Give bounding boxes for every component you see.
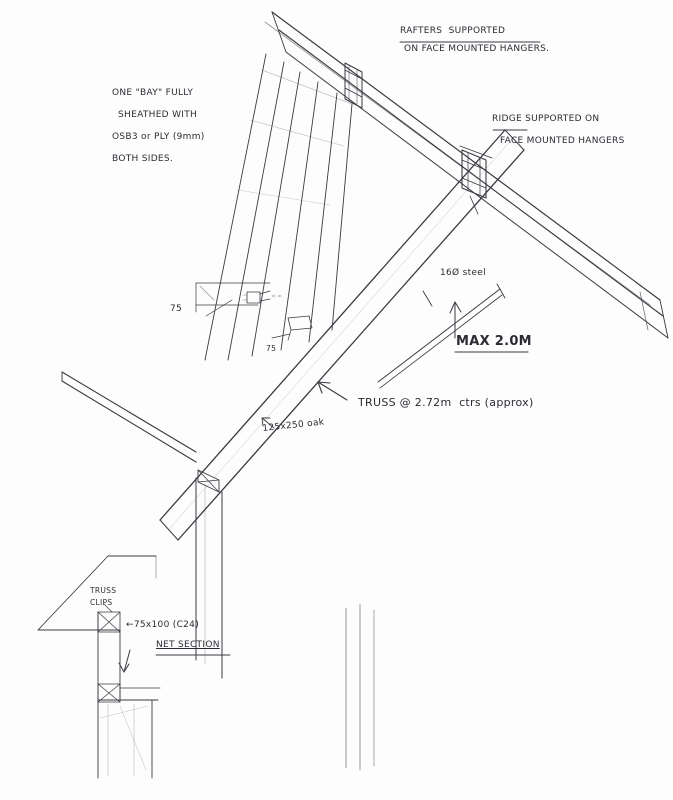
annotation-steel: 16Ø steel	[440, 268, 486, 278]
annotation-rafters-line1: RAFTERS SUPPORTED	[400, 26, 506, 36]
annotation-bay-line4: BOTH SIDES.	[112, 154, 174, 164]
annotation-net-section-size: 75x100 (C24)	[133, 620, 200, 630]
annotation-rafters-line2: ON FACE MOUNTED HANGERS.	[404, 44, 550, 54]
annotation-net-section-line2: NET SECTION	[156, 640, 220, 650]
annotation-ridge-line1: RIDGE SUPPORTED ON	[492, 114, 600, 124]
annotation-max-span: MAX 2.0M	[456, 334, 532, 349]
annotation-bay-line1: ONE "BAY" FULLY	[112, 88, 194, 98]
annotation-bay-line3: OSB3 or PLY (9mm)	[112, 132, 205, 142]
arrow-left-glyph: ←	[126, 620, 134, 630]
annotation-timber-size: 125x250 oak	[262, 417, 325, 434]
annotation-truss-clips-line1: TRUSS	[90, 586, 117, 595]
annotation-bay-line2: SHEATHED WITH	[118, 110, 198, 120]
dimension-75-lower: 75	[266, 344, 277, 353]
annotation-net-section-line1	[126, 620, 199, 631]
annotation-truss-centres: TRUSS @ 2.72m ctrs (approx)	[358, 396, 534, 409]
annotation-ridge-line2: FACE MOUNTED HANGERS	[500, 136, 625, 146]
annotation-truss-clips-line2: CLIPS	[90, 598, 113, 607]
dimension-75-left: 75	[170, 304, 183, 314]
